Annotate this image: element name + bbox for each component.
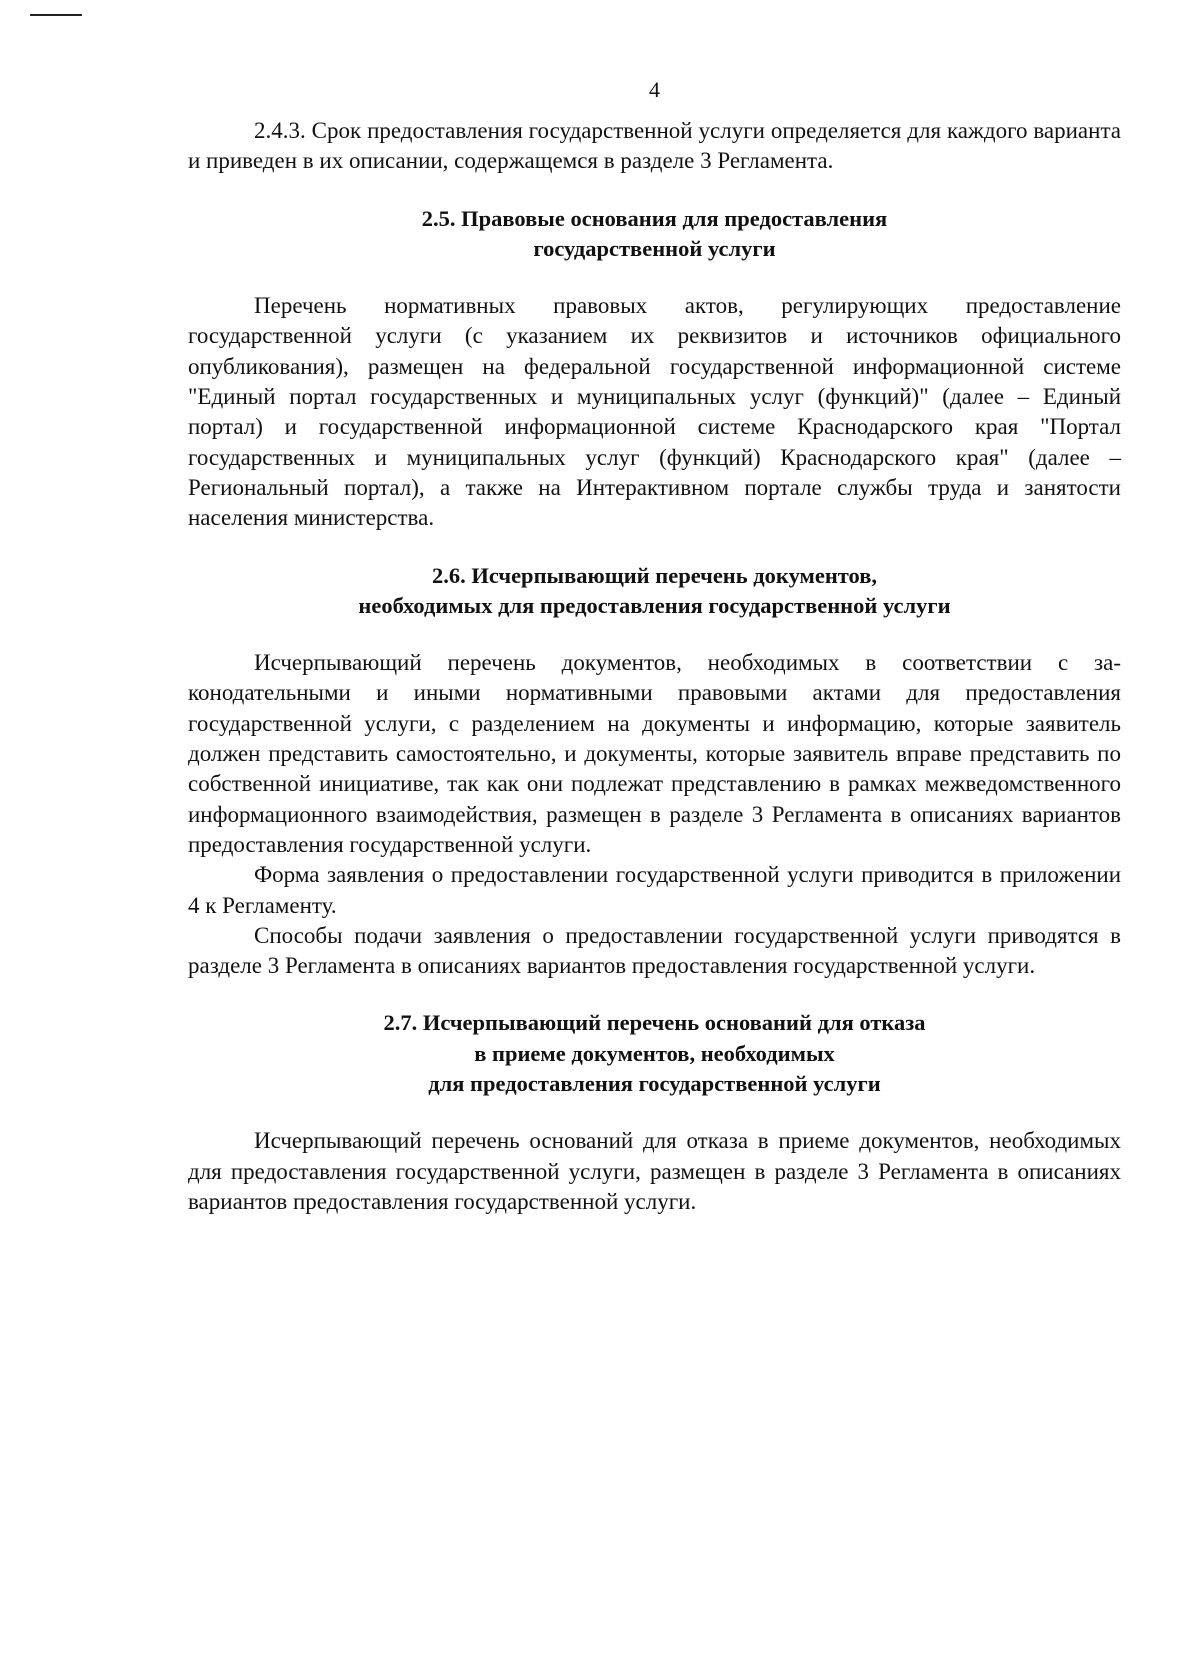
heading-2-7-line-3: для предоставления государственной услуги	[428, 1071, 881, 1097]
heading-2-6	[188, 561, 1121, 622]
paragraph-2-6-list: Исчерпывающий перечень документов, необходимых в соответствии с законодательными и иными нормативными правовыми актами для предоставления государственной услуги, с разделением на документы и информацию, которые заявитель должен представить самостоятельно, и документы, которые заявитель вправе представить по собственной инициативе, так как они подлежат представлению в рамках межведомственного информационного взаимодействия, размещен в разделе 3 Регламента в описаниях вариантов предоставления государственной услуги.	[188, 650, 1121, 857]
heading-2-5-line-1: 2.5. Правовые основания для предоставления	[421, 205, 888, 231]
paragraph-2-6-form: Форма заявления о предоставлении государственной услуги приводится в приложении 4 к Регламенту.	[188, 862, 1121, 918]
heading-2-6-line-1: 2.6. Исчерпывающий перечень документов,	[431, 562, 878, 588]
heading-2-7-line-2: в приеме документов, необходимых	[474, 1040, 835, 1066]
heading-2-5-line-2: государственной услуги	[533, 235, 776, 261]
heading-2-6-line-2: необходимых для предоставления государственной услуги	[358, 592, 951, 618]
paragraph-2-5: Перечень нормативных правовых актов, регулирующих предоставление государственной услуги (с указанием их реквизитов и источников официального опубликования), размещен на федеральной государственной информационной системе "Единый портал государственных и муниципальных услуг (функций)" (далее – Единый портал) и государственной информационной системе Краснодарского края "Портал государственных и муниципальных услуг (функций) Краснодарского края" (далее – Региональный портал), а также на Интерактивном портале службы труда и занятости населения министерства.	[188, 293, 1121, 531]
paragraph-2-6-submission: Способы подачи заявления о предоставлении государственной услуги приводятся в разделе 3 Регламента в описаниях вариантов предоставления государственной услуги.	[188, 922, 1121, 979]
paragraph-2-7: Исчерпывающий перечень оснований для отказа в приеме документов, необходимых для предоставления государственной услуги, размещен в разделе 3 Регламента в описаниях вариантов предоставления государственной услуги.	[188, 1128, 1121, 1214]
corner-scan-mark	[30, 14, 82, 16]
paragraph-2-4-3: 2.4.3. Срок предоставления государственной услуги определяется для каждого варианта и приведен в их описании, содержащемся в разделе 3 Регламента.	[188, 118, 1121, 174]
heading-2-7	[188, 1008, 1121, 1099]
document-page	[188, 76, 1121, 1217]
heading-2-7-line-1: 2.7. Исчерпывающий перечень оснований для отказа	[383, 1010, 926, 1036]
page-number: 4	[649, 77, 660, 102]
heading-2-5	[188, 204, 1121, 265]
